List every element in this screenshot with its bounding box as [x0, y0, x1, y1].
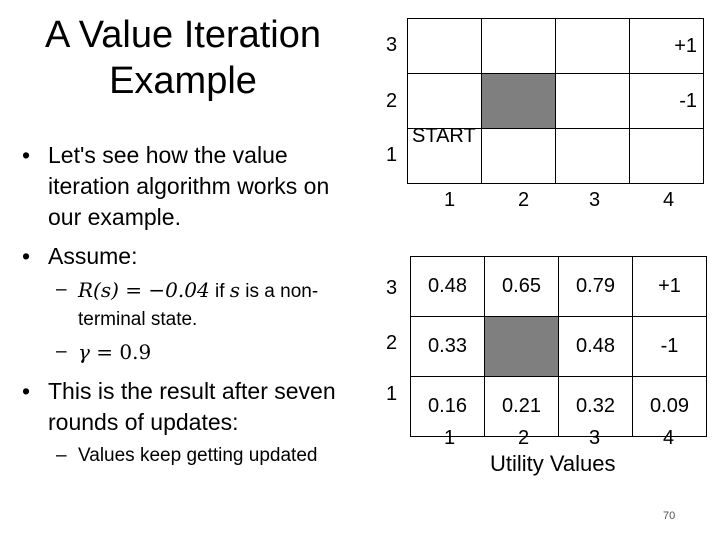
utility-col-label-3: 3 [589, 427, 601, 449]
world-col-label-4: 4 [663, 189, 675, 211]
world-grid [407, 18, 704, 184]
utility-cell-blocked [485, 317, 559, 377]
world-row-label-2: 2 [386, 90, 398, 112]
utility-cell: 0.33 [411, 317, 485, 377]
world-cell [482, 19, 556, 74]
world-cell [556, 129, 630, 184]
bullet-result [22, 376, 362, 438]
utility-cell-terminal-plus: +1 [633, 257, 707, 317]
updated-text: Values keep getting updated [78, 445, 318, 466]
bullet-intro-text: Let's see how the value iteration algorithm works on our example. [48, 142, 330, 230]
bullet-list [22, 140, 362, 480]
utility-cell: 0.48 [559, 317, 633, 377]
page-number: 70 [663, 510, 676, 522]
utility-cell-terminal-minus: -1 [633, 317, 707, 377]
gamma-value: = 0.9 [89, 340, 152, 364]
dash-icon: – [56, 279, 67, 300]
bullet-dot-icon: • [22, 378, 31, 404]
sub-bullet-reward [22, 276, 362, 334]
utility-cell: 0.16 [411, 377, 485, 437]
utility-cell: 0.21 [485, 377, 559, 437]
title-line-1: A Value Iteration [44, 14, 322, 56]
start-label: START [412, 125, 476, 147]
world-col-label-1: 1 [444, 189, 456, 211]
world-row-3 [408, 19, 704, 74]
utility-grid [410, 256, 707, 437]
world-cell [482, 129, 556, 184]
bullet-assume [22, 241, 362, 272]
dash-icon: – [56, 445, 67, 466]
utility-col-label-4: 4 [663, 427, 675, 449]
world-cell-terminal-plus [630, 19, 704, 74]
bullet-dot-icon: • [22, 243, 31, 269]
utility-row-label-3: 3 [386, 277, 398, 299]
reward-if: if [209, 281, 230, 302]
reward-formula: R(s) = −0.04 [78, 278, 210, 302]
world-cell-blocked [482, 74, 556, 129]
utility-row-label-2: 2 [386, 332, 398, 354]
bullet-result-text: This is the result after seven rounds of updates: [48, 378, 336, 435]
world-col-label-2: 2 [518, 189, 530, 211]
sub-bullet-gamma [22, 338, 362, 368]
slide-title [18, 12, 348, 104]
terminal-minus-label: -1 [679, 90, 697, 112]
sub-bullet-updated [22, 442, 362, 470]
gamma-symbol: γ [78, 340, 90, 364]
terminal-plus-label: +1 [674, 35, 697, 57]
world-col-label-3: 3 [589, 189, 601, 211]
bullet-intro [22, 140, 362, 233]
utility-cell: 0.09 [633, 377, 707, 437]
utility-cell: 0.79 [559, 257, 633, 317]
utility-cell: 0.48 [411, 257, 485, 317]
reward-rest: is a non-terminal state. [78, 281, 319, 330]
world-row-2 [408, 74, 704, 129]
bullet-assume-text: Assume: [48, 243, 138, 269]
world-row-label-3: 3 [386, 34, 398, 56]
utility-col-label-2: 2 [518, 427, 530, 449]
world-cell-terminal-minus [630, 74, 704, 129]
world-row-1 [408, 129, 704, 184]
utility-row-3 [411, 257, 707, 317]
world-cell [556, 74, 630, 129]
reward-s: s [229, 278, 241, 302]
utility-cell: 0.65 [485, 257, 559, 317]
dash-icon: – [56, 341, 67, 362]
world-cell [408, 19, 482, 74]
utility-col-label-1: 1 [444, 427, 456, 449]
utility-cell: 0.32 [559, 377, 633, 437]
title-line-2: Example [109, 60, 257, 102]
world-cell [630, 129, 704, 184]
world-cell [408, 74, 482, 129]
world-cell [556, 19, 630, 74]
utility-caption: Utility Values [490, 451, 616, 476]
utility-row-label-1: 1 [386, 383, 398, 405]
world-cell-start [408, 125, 482, 184]
world-row-label-1: 1 [386, 144, 398, 166]
bullet-dot-icon: • [22, 142, 31, 168]
utility-row-2 [411, 317, 707, 377]
